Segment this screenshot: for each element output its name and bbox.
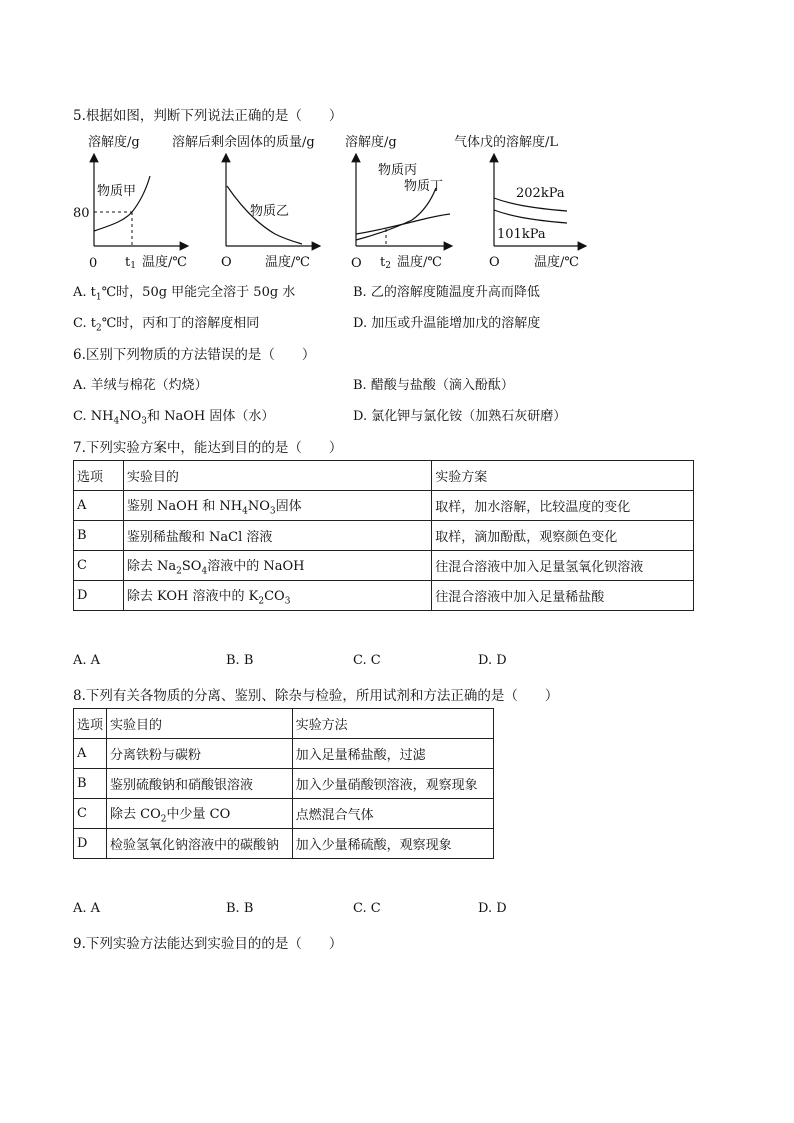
q8-row-c-opt: C (74, 799, 107, 829)
graph3-curve-a-label: 物质丙 (378, 163, 418, 178)
q6-option-d: D. 氯化钾与氯化铵（加熟石灰研磨） (353, 409, 567, 424)
graph3-ylabel: 溶解度/g (345, 135, 397, 150)
q5-option-a: A. $t_1℃$时，50g 甲能完全溶于 50g 水 (73, 285, 296, 303)
q6-option-a: A. 羊绒与棉花（灼烧） (73, 378, 208, 393)
q8-answer-a: A. A (73, 901, 101, 916)
graph4-curve-101 (494, 210, 567, 223)
table-row (74, 491, 694, 521)
q8-row-b-goal: 鉴别硫酸钠和硝酸银溶液 (107, 769, 293, 799)
q6-stem: 6.区别下列物质的方法错误的是（ ） (73, 347, 316, 363)
graph2-origin: O (221, 255, 232, 270)
q5-option-b: B. 乙的溶解度随温度升高而降低 (353, 285, 540, 300)
q8-answer-b: B. B (226, 901, 254, 916)
q7-row-c-opt: C (74, 551, 124, 581)
graph3-origin: O (351, 256, 362, 271)
q5-option-c: C. $t_2℃$时，丙和丁的溶解度相同 (73, 316, 260, 334)
q7-row-a-plan: 取样，加水溶解，比较温度的变化 (432, 491, 694, 521)
q7-row-c-goal: 除去 $Na_2SO_4$溶液中的 NaOH (123, 551, 431, 581)
graph4-p-high: 202kPa (516, 186, 565, 201)
q7-row-d-goal: 除去 KOH 溶液中的 $K_2CO_3$ (123, 581, 431, 611)
q7-row-b-plan: 取样，滴加酚酞，观察颜色变化 (432, 521, 694, 551)
q8-row-b-opt: B (74, 769, 107, 799)
q8-table (73, 708, 494, 859)
q7-row-b-opt: B (74, 521, 124, 551)
q8-row-a-opt: A (74, 739, 107, 769)
q7-answer-a: A. A (73, 653, 101, 668)
q7-row-d-opt: D (74, 581, 124, 611)
q7-row-c-plan: 往混合溶液中加入足量氢氧化钡溶液 (432, 551, 694, 581)
graph2-ylabel: 溶解后剩余固体的质量/g (172, 135, 315, 150)
q8-row-d-goal: 检验氢氧化钠溶液中的碳酸钠 (107, 829, 293, 859)
q8-header-option: 选项 (74, 709, 107, 739)
graph4-xlabel: 温度/℃ (534, 255, 579, 270)
q8-stem: 8.下列有关各物质的分离、鉴别、除杂与检验，所用试剂和方法正确的是（ ） (73, 688, 559, 704)
table-row (74, 581, 694, 611)
q7-row-d-plan: 往混合溶液中加入足量稀盐酸 (432, 581, 694, 611)
graph3-curve-b-label: 物质丁 (404, 179, 444, 194)
q8-row-c-method: 点燃混合气体 (292, 799, 493, 829)
graph3-curve-bing (356, 214, 450, 234)
table-row (74, 709, 494, 739)
q7-answer-b: B. B (226, 653, 254, 668)
graph4-p-low: 101kPa (497, 227, 546, 242)
q8-row-a-method: 加入足量稀盐酸，过滤 (292, 739, 493, 769)
q7-header-goal: 实验目的 (123, 461, 431, 491)
graph1-origin: 0 (89, 256, 98, 271)
q7-header-plan: 实验方案 (432, 461, 694, 491)
q8-header-goal: 实验目的 (107, 709, 293, 739)
q9-stem: 9.下列实验方法能达到实验目的的是（ ） (73, 936, 343, 952)
q7-table (73, 460, 694, 611)
graph3-xlabel: 温度/℃ (397, 255, 442, 270)
table-row (74, 461, 694, 491)
q8-header-method: 实验方法 (292, 709, 493, 739)
graph1-ylabel: 溶解度/g (88, 135, 140, 150)
graph4-origin: O (489, 255, 500, 270)
graph-1 (73, 134, 188, 271)
q6-option-b: B. 醋酸与盐酸（滴入酚酞） (353, 378, 514, 393)
q8-answer-c: C. C (353, 901, 381, 916)
q5-graphs (70, 128, 590, 274)
q8-row-d-opt: D (74, 829, 107, 859)
graph-3 (345, 134, 452, 271)
table-row (74, 739, 494, 769)
q7-row-a-opt: A (74, 491, 124, 521)
q8-row-b-method: 加入少量硝酸钡溶液，观察现象 (292, 769, 493, 799)
q5-option-d: D. 加压或升温能增加戊的溶解度 (353, 316, 541, 331)
q8-row-c-goal: 除去 $CO_2$中少量 CO (107, 799, 293, 829)
table-row (74, 521, 694, 551)
q7-answer-c: C. C (353, 653, 381, 668)
q6-option-c: C. $NH_4NO_3$和 NaOH 固体（水） (73, 409, 275, 427)
q8-answer-d: D. D (478, 901, 507, 916)
graph2-xlabel: 温度/℃ (265, 255, 310, 270)
graph1-t1: t1 (125, 255, 136, 271)
graph3-t2: t2 (380, 255, 391, 271)
graph1-xlabel: 温度/℃ (142, 255, 187, 270)
q7-answer-d: D. D (478, 653, 507, 668)
table-row (74, 799, 494, 829)
graph-4 (454, 134, 586, 270)
q8-row-a-goal: 分离铁粉与碳粉 (107, 739, 293, 769)
graph-2 (172, 134, 320, 270)
table-row (74, 551, 694, 581)
graph4-ylabel: 气体戊的溶解度/L (454, 135, 559, 150)
q7-stem: 7.下列实验方案中，能达到目的的是（ ） (73, 440, 343, 456)
graph2-curve-label: 物质乙 (250, 204, 290, 219)
q8-row-d-method: 加入少量稀硫酸，观察现象 (292, 829, 493, 859)
graph1-curve-label: 物质甲 (97, 184, 137, 199)
table-row (74, 829, 494, 859)
q5-stem: 5.根据如图，判断下列说法正确的是（ ） (73, 108, 343, 124)
q7-row-a-goal: 鉴别 NaOH 和 $NH_4NO_3$固体 (123, 491, 431, 521)
q7-header-option: 选项 (74, 461, 124, 491)
graph1-y80: 80 (73, 206, 90, 221)
q7-row-b-goal: 鉴别稀盐酸和 NaCl 溶液 (123, 521, 431, 551)
table-row (74, 769, 494, 799)
